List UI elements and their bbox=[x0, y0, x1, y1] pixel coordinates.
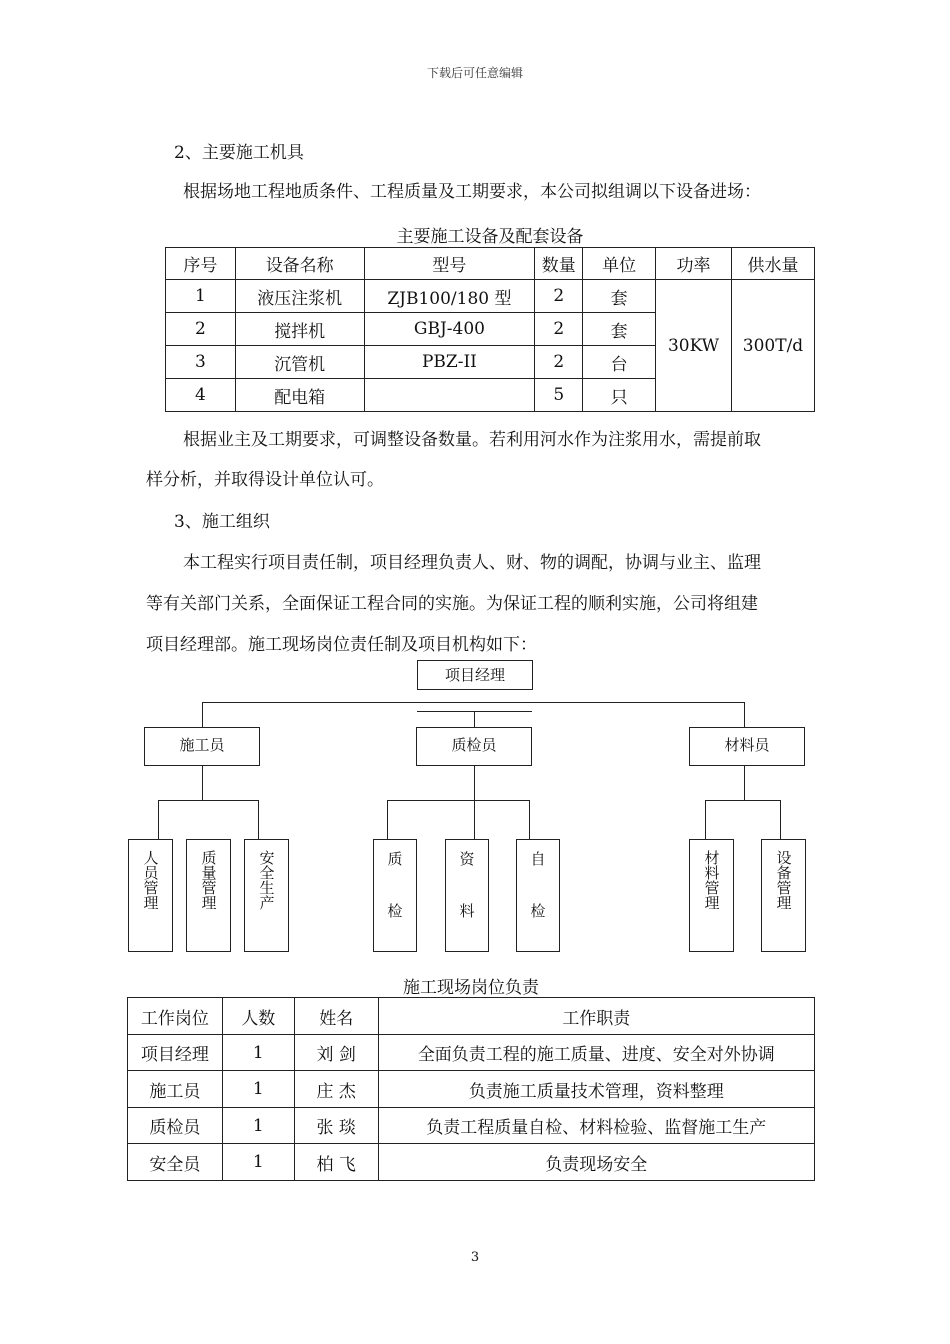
table-row bbox=[128, 1144, 815, 1181]
connector-line bbox=[202, 702, 745, 703]
table-cell: 台 bbox=[583, 346, 656, 379]
org-root-project-manager: 项目经理 bbox=[417, 660, 533, 690]
org-leaf-self-check bbox=[516, 839, 560, 952]
connector-line bbox=[744, 702, 745, 728]
table-cell: 搅拌机 bbox=[235, 313, 364, 346]
org-leaf-quality-mgmt bbox=[186, 839, 231, 952]
table-cell: 液压注浆机 bbox=[235, 280, 364, 313]
org-node-construction-staff: 施工员 bbox=[144, 727, 260, 766]
org-leaf-char: 检 bbox=[387, 902, 403, 920]
connector-line bbox=[417, 711, 532, 712]
header-cell: 供水量 bbox=[732, 248, 815, 280]
table-cell: 1 bbox=[222, 1144, 294, 1181]
connector-line bbox=[158, 800, 159, 839]
header-cell: 单位 bbox=[583, 248, 656, 280]
page-header: 下载后可任意编辑 bbox=[426, 66, 523, 80]
note-line-2: 样分析，并取得设计单位认可。 bbox=[146, 470, 384, 490]
table-cell: 套 bbox=[583, 280, 656, 313]
section-3-line-3: 项目经理部。施工现场岗位责任制及项目机构如下： bbox=[146, 635, 537, 655]
header-cell: 功率 bbox=[656, 248, 732, 280]
connector-line bbox=[744, 765, 745, 801]
table-cell: 1 bbox=[166, 280, 236, 313]
section-3-line-2: 等有关部门关系，全面保证工程合同的实施。为保证工程的顺利实施，公司将组建 bbox=[146, 594, 758, 614]
power-cell: 30KW bbox=[656, 280, 732, 412]
connector-line bbox=[529, 800, 530, 839]
table-cell: 3 bbox=[166, 346, 236, 379]
table-row bbox=[128, 1071, 815, 1108]
org-leaf-personnel bbox=[128, 839, 173, 952]
connector-line bbox=[780, 800, 781, 839]
table-cell: ZJB100/180 型 bbox=[364, 280, 535, 313]
connector-line bbox=[705, 800, 781, 801]
connector-line bbox=[202, 765, 203, 801]
org-leaf-char: 检 bbox=[530, 902, 546, 920]
header-cell: 工作职责 bbox=[378, 998, 814, 1035]
section-3-heading: 3、施工组织 bbox=[174, 512, 270, 532]
table-cell: 沉管机 bbox=[235, 346, 364, 379]
table-cell: 1 bbox=[222, 1071, 294, 1108]
header-cell: 设备名称 bbox=[235, 248, 364, 280]
connector-line bbox=[258, 800, 259, 839]
table-cell: 负责工程质量自检、材料检验、监督施工生产 bbox=[378, 1108, 814, 1144]
equipment-header-row bbox=[166, 248, 815, 280]
section-3-line-1: 本工程实行项目责任制，项目经理负责人、财、物的调配，协调与业主、监理 bbox=[183, 553, 761, 573]
org-leaf-char: 资 bbox=[459, 850, 475, 868]
header-cell: 人数 bbox=[222, 998, 294, 1035]
header-cell: 序号 bbox=[166, 248, 236, 280]
header-cell: 工作岗位 bbox=[128, 998, 223, 1035]
header-cell: 数量 bbox=[535, 248, 583, 280]
table-row bbox=[166, 280, 815, 313]
org-leaf-char: 自 bbox=[530, 850, 546, 868]
org-leaf-label: 设备管理 bbox=[774, 850, 793, 910]
connector-line bbox=[474, 712, 475, 728]
table-cell: 2 bbox=[535, 346, 583, 379]
section-2-heading: 2、主要施工机具 bbox=[174, 143, 304, 163]
table-cell: 庄 杰 bbox=[294, 1071, 378, 1108]
connector-line bbox=[158, 800, 259, 801]
table-cell: 刘 剑 bbox=[294, 1035, 378, 1071]
table-cell: 柏 飞 bbox=[294, 1144, 378, 1181]
org-leaf-label: 人员管理 bbox=[141, 850, 160, 910]
table-cell: 5 bbox=[535, 379, 583, 412]
page-number: 3 bbox=[470, 1250, 480, 1265]
connector-line bbox=[202, 702, 203, 728]
org-leaf-char: 质 bbox=[387, 850, 403, 868]
table-cell: 项目经理 bbox=[128, 1035, 223, 1071]
org-leaf-material-mgmt bbox=[689, 839, 734, 952]
table-cell: 负责现场安全 bbox=[378, 1144, 814, 1181]
org-leaf-documents bbox=[445, 839, 489, 952]
table-cell: GBJ-400 bbox=[364, 313, 535, 346]
table-cell: 质检员 bbox=[128, 1108, 223, 1144]
table-cell: 安全员 bbox=[128, 1144, 223, 1181]
equipment-table bbox=[165, 247, 815, 412]
org-node-quality-inspector: 质检员 bbox=[416, 727, 532, 766]
duty-header-row bbox=[128, 998, 815, 1035]
connector-line bbox=[387, 800, 388, 839]
water-cell: 300T/d bbox=[732, 280, 815, 412]
table-cell: 张 琰 bbox=[294, 1108, 378, 1144]
note-line-1: 根据业主及工期要求，可调整设备数量。若利用河水作为注浆用水，需提前取 bbox=[183, 430, 761, 450]
table-cell: 全面负责工程的施工质量、进度、安全对外协调 bbox=[378, 1035, 814, 1071]
table-cell bbox=[364, 379, 535, 412]
table-cell: PBZ-II bbox=[364, 346, 535, 379]
org-leaf-label: 安全生产 bbox=[257, 850, 276, 910]
org-leaf-equipment-mgmt bbox=[761, 839, 806, 952]
header-cell: 型号 bbox=[364, 248, 535, 280]
connector-line bbox=[387, 800, 530, 801]
duty-table bbox=[127, 997, 815, 1181]
connector-line bbox=[474, 765, 475, 839]
table-cell: 2 bbox=[535, 280, 583, 313]
table-cell: 1 bbox=[222, 1035, 294, 1071]
table-cell: 1 bbox=[222, 1108, 294, 1144]
org-leaf-quality-inspection bbox=[373, 839, 417, 952]
table-row bbox=[128, 1108, 815, 1144]
section-2-intro: 根据场地工程地质条件、工程质量及工期要求，本公司拟组调以下设备进场： bbox=[183, 182, 761, 202]
table-cell: 套 bbox=[583, 313, 656, 346]
org-leaf-safety bbox=[244, 839, 289, 952]
table-cell: 4 bbox=[166, 379, 236, 412]
table-cell: 施工员 bbox=[128, 1071, 223, 1108]
duty-table-caption: 施工现场岗位负责 bbox=[403, 978, 539, 998]
org-leaf-label: 材料管理 bbox=[702, 850, 721, 910]
org-leaf-label: 质量管理 bbox=[199, 850, 218, 910]
equipment-table-caption: 主要施工设备及配套设备 bbox=[396, 227, 584, 247]
org-node-material-staff: 材料员 bbox=[689, 727, 805, 766]
org-leaf-char: 料 bbox=[459, 902, 475, 920]
connector-line bbox=[705, 800, 706, 839]
table-cell: 2 bbox=[535, 313, 583, 346]
table-cell: 配电箱 bbox=[235, 379, 364, 412]
table-cell: 2 bbox=[166, 313, 236, 346]
header-cell: 姓名 bbox=[294, 998, 378, 1035]
table-cell: 负责施工质量技术管理，资料整理 bbox=[378, 1071, 814, 1108]
table-cell: 只 bbox=[583, 379, 656, 412]
table-row bbox=[128, 1035, 815, 1071]
